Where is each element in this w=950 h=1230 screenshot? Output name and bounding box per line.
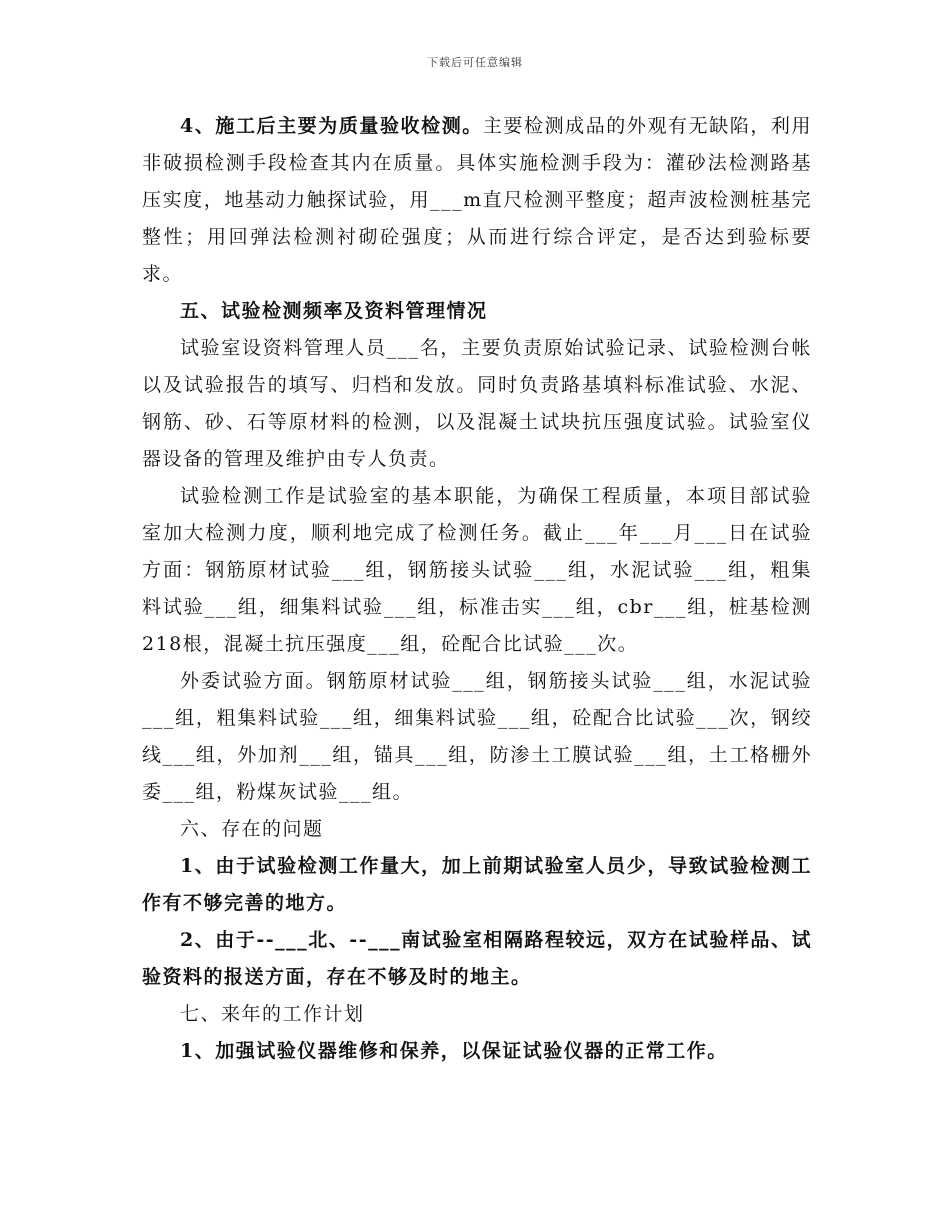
paragraph-4-rest: 主要检测成品的外观有无缺陷，利用非破损检测手段检查其内在质量。具体实施检测手段为：灌砂法检测路基压实度，地基动力触探试验，用___m直尺检测平整度；超声波检测桩基完整性；用回弹法检测衬砌砼强度；从而进行综合评定，是否达到验标要求。	[142, 115, 812, 285]
paragraph-5-1: 试验室设资料管理人员___名，主要负责原始试验记录、试验检测台帐以及试验报告的填写、归档和发放。同时负责路基填料标准试验、水泥、钢筋、砂、石等原材料的检测，以及混凝土试块抗压强度试验。试验室仪器设备的管理及维护由专人负责。	[142, 337, 812, 470]
heading-section-7: 七、来年的工作计划	[180, 1003, 365, 1025]
paragraph-4-lead: 4、施工后主要为质量验收检测。	[180, 115, 483, 137]
paragraph-6-1: 1、由于试验检测工作量大，加上前期试验室人员少，导致试验检测工作有不够完善的地方。	[142, 855, 812, 914]
heading-section-6: 六、存在的问题	[180, 818, 324, 840]
paragraph-7-1: 1、加强试验仪器维修和保养，以保证试验仪器的正常工作。	[180, 1040, 728, 1062]
heading-section-5: 五、试验检测频率及资料管理情况	[180, 300, 488, 322]
document-body	[142, 108, 812, 1070]
page-header: 下载后可任意编辑	[427, 56, 523, 69]
paragraph-5-2: 试验检测工作是试验室的基本职能，为确保工程质量，本项目部试验室加大检测力度，顺利地完成了检测任务。截止___年___月___日在试验方面：钢筋原材试验___组，钢筋接头试验___组，水泥试验___组，粗集料试验___组，细集料试验___组，标准击实___组，cbr___组，桩基检测218根，混凝土抗压强度___组，砼配合比试验___次。	[142, 485, 812, 655]
paragraph-5-3: 外委试验方面。钢筋原材试验___组，钢筋接头试验___组，水泥试验___组，粗集料试验___组，细集料试验___组，砼配合比试验___次，钢绞线___组，外加剂___组，锚具___组，防渗土工膜试验___组，土工格栅外委___组，粉煤灰试验___组。	[142, 670, 812, 803]
paragraph-6-2: 2、由于--___北、--___南试验室相隔路程较远，双方在试验样品、试验资料的报送方面，存在不够及时的地主。	[142, 929, 812, 988]
paragraph-4	[142, 108, 812, 293]
